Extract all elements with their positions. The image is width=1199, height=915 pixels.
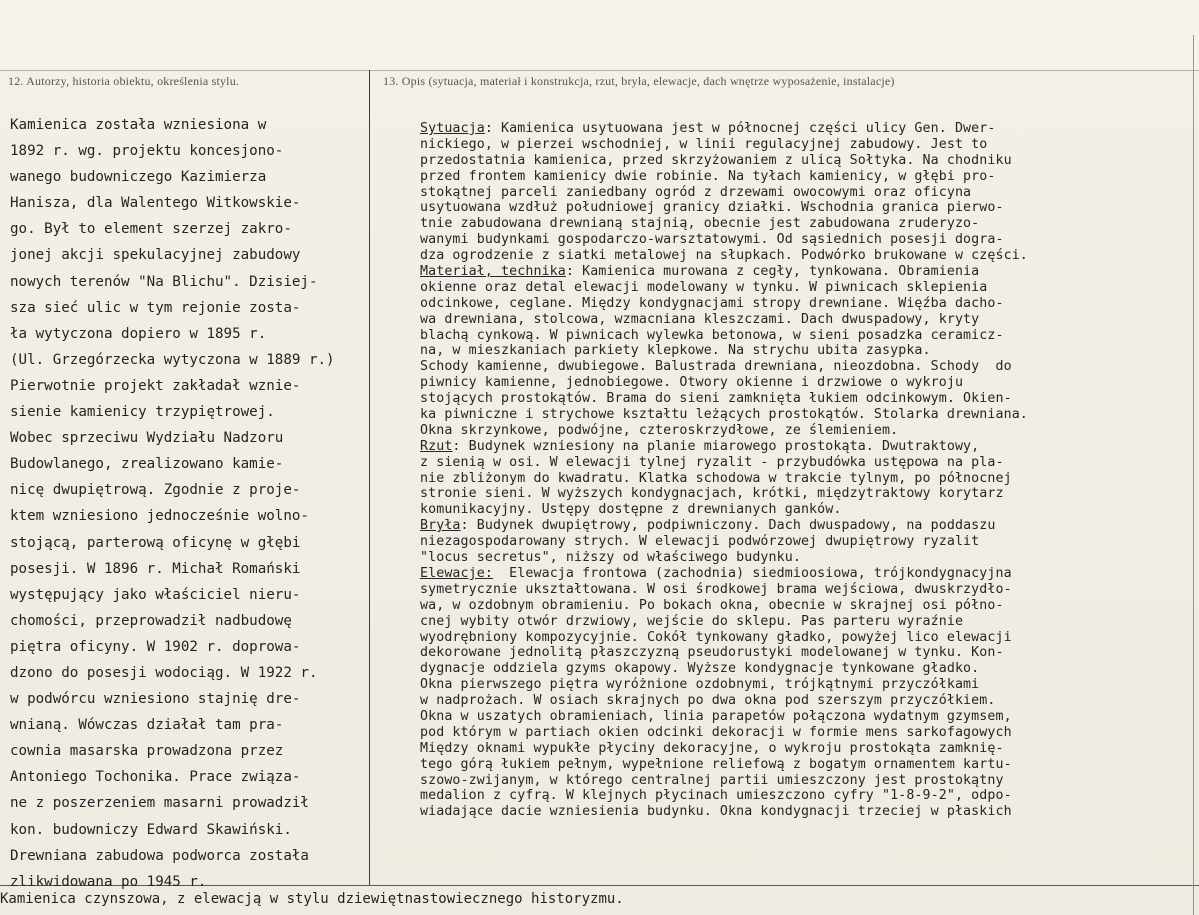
description-text: w nadprożach. W osiach skrajnych po dwa okna pod szerszym przyczółkiem. [420,693,996,709]
history-line: Pierwotnie projekt zakładał wznie- [10,377,301,394]
history-line: nicę dwupiętrową. Zgodnie z proje- [10,482,301,499]
description-line [420,391,1190,407]
description-line [420,598,1190,614]
description-text: stojących prostokątów. Brama do sieni zamknięta łukiem odcinkowym. Okien- [420,391,1012,407]
page-edge [1193,35,1194,915]
form-top-margin [0,0,1199,70]
description-line [420,359,1190,375]
description-text: komunikacyjny. Ustępy dostępne z drewnianych ganków. [420,502,842,518]
history-line: występujący jako właściciel nieru- [10,586,301,603]
description-text: szowo-zwijanym, w którego centralnej partii umieszczony jest prostokątny [420,772,1004,788]
description-text: wyodrębniony kompozycyjnie. Cokół tynkowany gładko, powyżej lico elewacji [420,629,1012,645]
description-text: wiadające dacie wzniesienia budynku. Okna kondygnacji trzeciej w płaskich [420,804,1012,820]
description-line [420,582,1190,598]
description-text: blachą cynkową. W piwnicach wylewka betonowa, w sieni posadzka ceramicz- [420,327,1004,343]
section-12-heading: 12. Autorzy, historia obiektu, określenia stylu. [8,74,240,88]
description-line [420,566,1190,582]
history-line: zlikwidowana po 1945 r. [10,873,207,890]
description-text: usytuowana wzdłuż południowej granicy działki. Wschodnia granica pierwo- [420,200,1004,216]
history-line: wanego budowniczego Kazimierza [10,169,267,186]
description-line [420,534,1190,550]
section-keyword: Bryła [420,518,461,534]
history-line: jonej akcji spekulacyjnej zabudowy [10,247,301,264]
history-line: go. Był to element szerzej zakro- [10,221,292,238]
description-line [420,296,1190,312]
history-line: ne z poszerzeniem masarni prowadził [10,795,309,812]
description-line [420,423,1190,439]
description-line [420,280,1190,296]
description-line [420,200,1190,216]
description-text: dekorowane jednolitą płaszczyzną pseudorustyki modelowanej w tynku. Kon- [420,645,1004,661]
description-text: odcinkowe, ceglane. Między kondygnacjami stropy drewniane. Więźba dacho- [420,295,1004,311]
description-line [420,121,1190,137]
description-text: z sienią w osi. W elewacji tylnej ryzalit - przybudówka ustępowa na pla- [420,454,1004,470]
description-text: niezagospodarowany strych. W elewacji podwórzowej dwupiętrowy ryzalit [420,534,980,550]
description-line [420,757,1190,773]
description-line [420,169,1190,185]
history-line: Budowlanego, zrealizowano kamie- [10,456,284,473]
description-text: : Budynek wzniesiony na planie miarowego prostokąta. Dwutraktowy, [452,438,980,454]
history-line: sienie kamienicy trzypiętrowej. [10,404,275,421]
description-text: nie zbliżonym do kwadratu. Klatka schodowa w trakcie tylnym, po północnej [420,470,1012,486]
history-line: ktem wzniesiono jednocześnie wolno- [10,508,309,525]
history-line: Antoniego Tochonika. Prace związa- [10,769,301,786]
section-keyword: Rzut [420,438,453,454]
description-text: tego górą łukiem pełnym, wypełnione reliefową z bogatym ornamentem kartu- [420,756,1012,772]
history-line: chomości, przeprowadził nadbudowę [10,612,292,629]
description-text: Okna skrzynkowe, podwójne, czteroskrzydłowe, ze ślemieniem. [420,422,899,438]
history-line: (Ul. Grzegórzecka wytyczona w 1889 r.) [10,351,335,368]
description-line [420,677,1190,693]
description-line [420,216,1190,232]
history-line: piętra oficyny. W 1902 r. doprowa- [10,638,301,655]
description-text: pod którym w partiach okien odcinki dekoracji w formie mens sarkofagowych [420,724,1012,740]
description-text-column [420,121,1190,820]
description-text: : Kamienica usytuowana jest w północnej części ulicy Gen. Dwer- [484,121,996,136]
section-keyword: Sytuacja [420,121,485,136]
description-line [420,550,1190,566]
header-rule [0,70,1199,71]
history-line: Drewniana zabudowa podworca została [10,847,309,864]
description-line [420,804,1190,820]
history-text-column [10,112,380,895]
description-text: na, w mieszkaniach parkiety klepkowe. Na strychu ubita zasypka. [420,343,931,359]
description-text: Elewacja frontowa (zachodnia) siedmioosiowa, trójkondygnacyjna [492,565,1012,581]
description-line [420,630,1190,646]
description-text: medalion z cyfrą. W klejnych płycinach umieszczono cyfry "1-8-9-2", odpo- [420,788,1012,804]
description-line [420,185,1190,201]
description-text: piwnicy kamienne, jednobiegowe. Otwory okienne i drzwiowe o wykroju [420,375,964,391]
history-line: 1892 r. wg. projektu koncesjono- [10,143,284,160]
description-text: dygnacje oddziela gzyms okapowy. Wyższe kondygnacje tynkowane gładko. [420,661,980,677]
description-line [420,439,1190,455]
description-line [420,328,1190,344]
description-text: tnie zabudowana drewnianą stajnią, obecnie jest zabudowana zruderyzo- [420,216,980,232]
description-text: Schody kamienne, dwubiegowe. Balustrada drewniana, nieozdobna. Schody do [420,359,1012,375]
history-line: kon. budowniczy Edward Skawiński. [10,821,292,838]
description-text: "locus secretus", niższy od właściwego budynku. [420,550,801,566]
description-text: stronie sieni. W wyższych kondygnacjach, krótki, międzytraktowy korytarz [420,486,1004,502]
description-line [420,709,1190,725]
history-line: ła wytyczona dopiero w 1895 r. [10,325,267,342]
history-line: cownia masarska prowadzona przez [10,743,284,760]
history-line: nowych terenów "Na Blichu". Dzisiej- [10,273,318,290]
history-line: wnianą. Wówczas działał tam pra- [10,717,284,734]
description-text: wanymi budynkami gospodarczo-warsztatowymi. Od sąsiednich posesji dogra- [420,232,1004,248]
description-text: wa, w ozdobnym obramieniu. Po bokach okna, obecnie w skrajnej osi półno- [420,597,1004,613]
description-line [420,232,1190,248]
description-line [420,455,1190,471]
description-line [420,486,1190,502]
description-text: przedostatnia kamienica, przed skrzyżowaniem z ulicą Sołtyka. Na chodniku [420,152,1012,168]
description-line [420,248,1190,264]
section-keyword: Elewacje: [420,565,493,581]
description-line [420,343,1190,359]
description-text: nickiego, w pierzei wschodniej, w linii regulacyjnej zabudowy. Jest to [420,136,988,152]
history-line: w podwórcu wzniesiono stajnię dre- [10,691,301,708]
history-line: dzono do posesji wodociąg. W 1922 r. [10,664,318,681]
description-line [420,518,1190,534]
history-line: posesji. W 1896 r. Michał Romański [10,560,301,577]
description-line [420,725,1190,741]
description-line [420,645,1190,661]
description-line [420,471,1190,487]
description-text: symetrycznie ukształtowana. W osi środkowej brama wejściowa, dwuskrzydło- [420,581,1012,597]
history-line: sza sieć ulic w tym rejonie zosta- [10,299,301,316]
section-keyword: Materiał, technika [420,264,566,280]
description-text: wa drewniana, stolcowa, wzmacniana kleszczami. Dach dwuspadowy, kryty [420,311,980,327]
description-text: okienne oraz detal elewacji modelowany w tynku. W piwnicach sklepienia [420,279,988,295]
description-text: stokątnej parceli zaniedbany ogród z drzewami owocowymi oraz oficyna [420,184,972,200]
description-text: ka piwniczne i strychowe kształtu leżących prostokątów. Stolarka drewniana. [420,407,1028,423]
history-line: Hanisza, dla Walentego Witkowskie- [10,195,301,212]
description-line [420,264,1190,280]
description-line [420,773,1190,789]
description-line [420,788,1190,804]
description-line [420,741,1190,757]
description-text: cnej wybity otwór drzwiowy, wejście do sklepu. Pas parteru wyraźnie [420,613,964,629]
history-line: stojącą, parterową oficynę w głębi [10,534,301,551]
description-text: : Kamienica murowana z cegły, tynkowana. Obramienia [565,264,980,280]
description-text: dza ogrodzenie z siatki metalowej na słupkach. Podwórko brukowane w części. [420,248,1028,264]
description-line [420,312,1190,328]
description-line [420,407,1190,423]
description-line [420,375,1190,391]
section-13-heading: 13. Opis (sytuacja, materiał i konstrukcja, rzut, bryła, elewacje, dach wnętrze wyposażenie, instalacje) [383,74,895,88]
description-text: Między oknami wypukłe płyciny dekoracyjne, o wykroju prostokąta zamknię- [420,740,1004,756]
history-line: Wobec sprzeciwu Wydziału Nadzoru [10,430,284,447]
description-line [420,661,1190,677]
style-summary: Kamienica czynszowa, z elewacją w stylu dziewiętnastowiecznego historyzmu. [0,891,624,907]
description-text: przed frontem kamienicy dwie robinie. Na tyłach kamienicy, w głębi pro- [420,168,996,184]
description-line [420,502,1190,518]
description-line [420,153,1190,169]
description-line [420,693,1190,709]
description-line [420,137,1190,153]
description-text: : Budynek dwupiętrowy, podpiwniczony. Dach dwuspadowy, na poddaszu [460,518,996,534]
description-text: Okna w uszatych obramieniach, linia parapetów połączona wydatnym gzymsem, [420,708,1012,724]
description-line [420,614,1190,630]
history-line: Kamienica została wzniesiona w [10,117,267,133]
description-text: Okna pierwszego piętra wyróżnione ozdobnymi, trójkątnymi przyczółkami [420,677,980,693]
